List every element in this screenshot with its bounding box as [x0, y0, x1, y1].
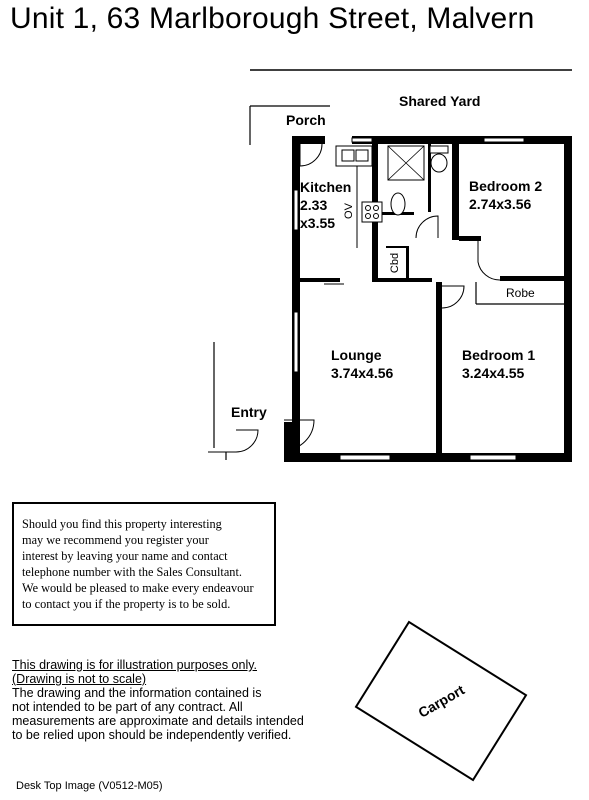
- porch-label: Porch: [286, 112, 326, 128]
- notice-line: telephone number with the Sales Consultant.: [22, 565, 242, 579]
- carport-label: Carport: [415, 681, 467, 721]
- kitchen-label: Kitchen 2.33 x3.55: [300, 179, 352, 231]
- bedroom2-label: Bedroom 2 2.74x3.56: [469, 178, 543, 212]
- notice-line: interest by leaving your name and contact: [22, 549, 228, 563]
- toilet-cistern: [430, 146, 448, 153]
- door-swings: [236, 144, 500, 452]
- cupboard-label: Cbd: [389, 252, 402, 274]
- notice-line: We would be pleased to make every endeavour: [22, 581, 254, 595]
- toilet: [431, 154, 447, 172]
- entry-label: Entry: [231, 404, 267, 420]
- notice-line: to contact you if the property is to be sold.: [22, 597, 231, 611]
- register-interest-notice: [12, 502, 276, 626]
- footer-version: Desk Top Image (V0512-M05): [16, 780, 163, 792]
- shared-yard-label: Shared Yard: [399, 93, 481, 109]
- cooktop: [362, 202, 382, 222]
- notice-line: may we recommend you register your: [22, 533, 209, 547]
- disclaimer-line: measurements are approximate and details intended: [12, 714, 304, 728]
- disclaimer: [12, 658, 304, 742]
- page-title: Unit 1, 63 Marlborough Street, Malvern: [10, 2, 535, 35]
- disclaimer-heading: This drawing is for illustration purposes only.: [12, 658, 258, 672]
- disclaimer-line: to be relied upon should be independently verified.: [12, 728, 292, 742]
- lounge-label: Lounge 3.74x4.56: [331, 347, 394, 381]
- bedroom1-label: Bedroom 1 3.24x4.55: [462, 347, 536, 381]
- oven-label: OV: [342, 203, 355, 219]
- robe-label: Robe: [506, 286, 535, 300]
- disclaimer-line: not intended to be part of any contract. All: [12, 700, 243, 714]
- basin: [391, 193, 405, 215]
- disclaimer-line: The drawing and the information contained is: [12, 686, 262, 700]
- disclaimer-scale-note: (Drawing is not to scale): [12, 672, 147, 686]
- notice-line: Should you find this property interesting: [22, 517, 222, 531]
